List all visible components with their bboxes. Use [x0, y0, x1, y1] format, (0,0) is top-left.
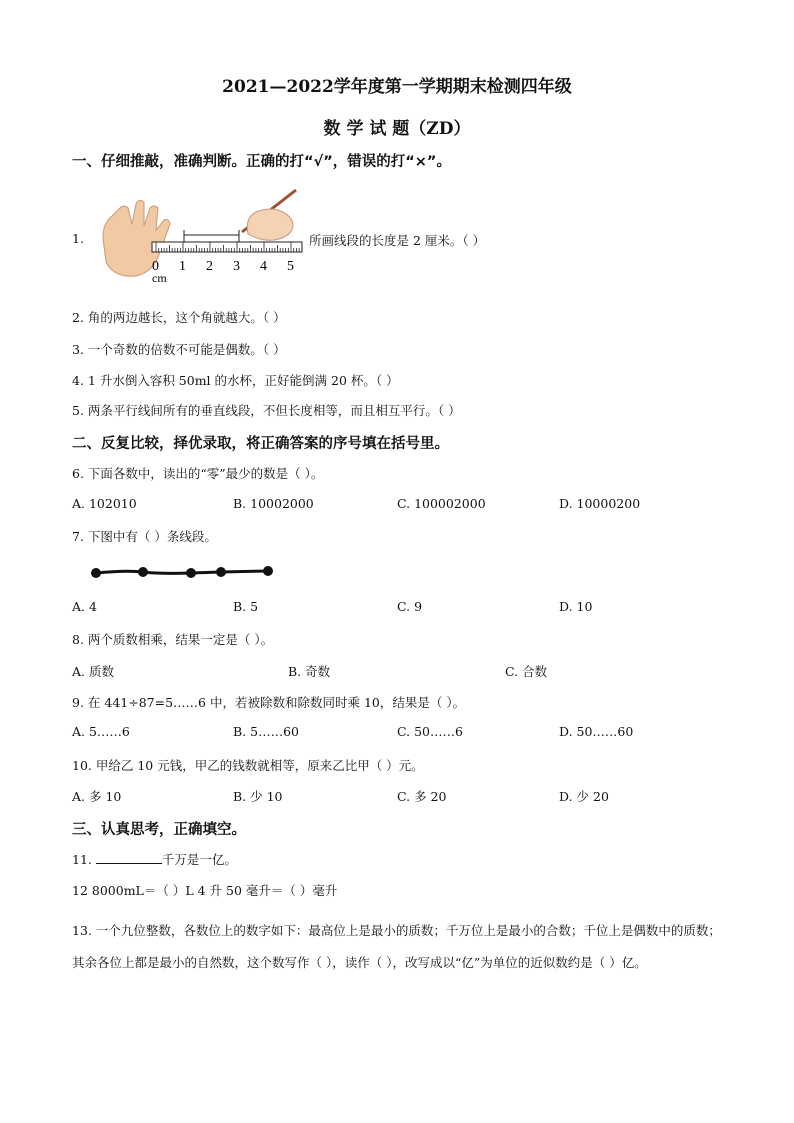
q8-text: 8. 两个质数相乘，结果一定是（ ）。 — [72, 632, 274, 647]
q8-option-a: A. 质数 — [72, 664, 114, 679]
q7-option-d: D. 10 — [559, 599, 593, 614]
q10-option-a: A. 多 10 — [72, 789, 122, 804]
section3-heading: 三、认真思考，正确填空。 — [72, 822, 246, 838]
pencil-hand-icon — [242, 190, 296, 240]
segment-point — [263, 566, 273, 576]
segment-point — [138, 567, 148, 577]
q1-number: 1. — [72, 231, 84, 246]
section2-heading: 二、反复比较，择优录取，将正确答案的序号填在括号里。 — [72, 436, 449, 452]
hand-icon — [103, 200, 170, 276]
q11-number: 11. — [72, 852, 92, 867]
q12-text: 12 8000mL＝（ ）L 4 升 50 毫升＝（ ）毫升 — [72, 883, 338, 898]
q9-option-d: D. 50……60 — [559, 724, 634, 739]
q7-option-c: C. 9 — [397, 599, 423, 614]
document-subtitle: 数 学 试 题（ZD） — [323, 119, 471, 139]
q10-text: 10. 甲给乙 10 元钱，甲乙的钱数就相等，原来乙比甲（ ）元。 — [72, 758, 424, 773]
q11-line — [72, 850, 237, 868]
segment-point — [91, 568, 101, 578]
q6-option-b: B. 10002000 — [233, 496, 314, 511]
q11-answer-blank[interactable] — [96, 851, 162, 864]
segment-point — [186, 568, 196, 578]
section1-heading: 一、仔细推敲，准确判断。正确的打“√”，错误的打“×”。 — [72, 154, 451, 170]
q8-option-b: B. 奇数 — [288, 664, 331, 679]
ruler-label: 2 — [206, 259, 213, 274]
q2-text: 2. 角的两边越长，这个角就越大。（ ） — [72, 310, 286, 325]
q7-option-b: B. 5 — [233, 599, 259, 614]
ruler-labels — [152, 259, 294, 274]
q6-option-c: C. 100002000 — [397, 496, 486, 511]
q8-option-c: C. 合数 — [505, 664, 548, 679]
ruler-label: 0 — [152, 259, 159, 274]
ruler-label: 4 — [260, 259, 267, 274]
ruler-label: 5 — [287, 259, 294, 274]
q9-option-c: C. 50……6 — [397, 724, 463, 739]
q9-text: 9. 在 441÷87=5……6 中，若被除数和除数同时乘 10，结果是（ ）。 — [72, 695, 466, 710]
segment-point — [216, 567, 226, 577]
q9-option-b: B. 5……60 — [233, 724, 299, 739]
q4-text: 4. 1 升水倒入容积 50ml 的水杯，正好能倒满 20 杯。（ ） — [72, 373, 399, 388]
q10-option-d: D. 少 20 — [559, 789, 609, 804]
q1-text: 所画线段的长度是 2 厘米。（ ） — [309, 233, 486, 248]
q7-text: 7. 下图中有（ ）条线段。 — [72, 529, 217, 544]
ruler-label: 3 — [233, 259, 240, 274]
q9-option-a: A. 5……6 — [72, 724, 130, 739]
q3-text: 3. 一个奇数的倍数不可能是偶数。（ ） — [72, 342, 286, 357]
ruler-illustration — [96, 186, 311, 286]
document-title: 2021—2022学年度第一学期期末检测四年级 — [222, 77, 572, 97]
q6-text: 6. 下面各数中，读出的“零”最少的数是（ ）。 — [72, 466, 324, 481]
q6-option-d: D. 10000200 — [559, 496, 641, 511]
ruler-unit: cm — [152, 271, 167, 285]
q7-option-a: A. 4 — [72, 599, 97, 614]
ruler-label: 1 — [179, 259, 186, 274]
q5-text: 5. 两条平行线间所有的垂直线段，不但长度相等，而且相互平行。（ ） — [72, 403, 461, 418]
segment-figure — [86, 562, 280, 582]
q11-text: 千万是一亿。 — [161, 852, 237, 867]
q6-option-a: A. 102010 — [72, 496, 137, 511]
q13-text: 13. 一个九位整数，各数位上的数字如下：最高位上是最小的质数；千万位上是最小的合数；千位上是偶数中的质数；其余各位上都是最小的自然数，这个数写作（ ），读作（ ），改写成以“亿”为单位的近似数约是（ ）亿。 — [72, 923, 721, 970]
q10-option-c: C. 多 20 — [397, 789, 447, 804]
q10-option-b: B. 少 10 — [233, 789, 283, 804]
